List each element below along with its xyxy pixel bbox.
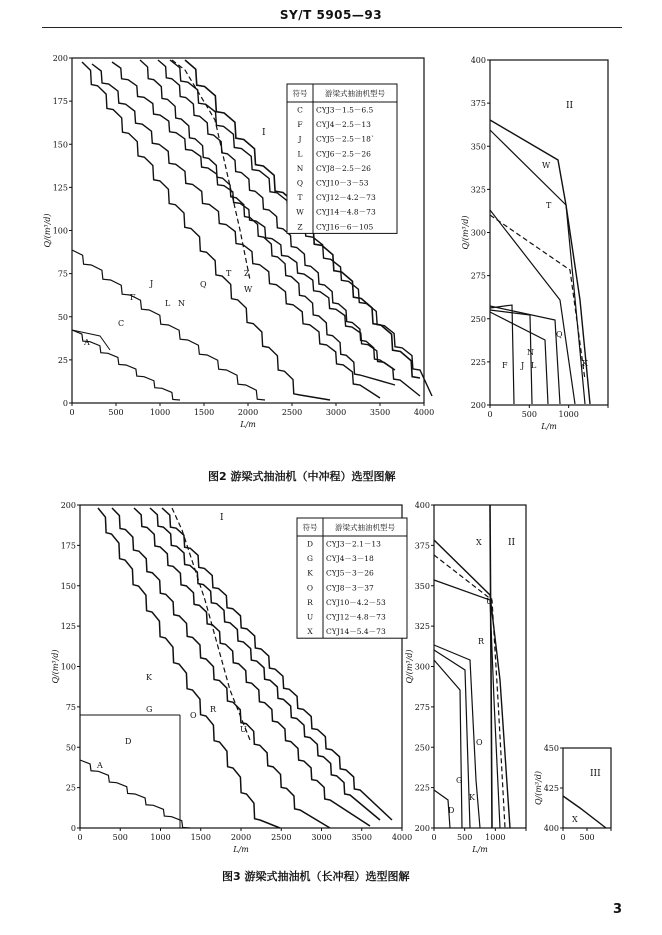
legend-model: CYJ10－4.2－53: [326, 597, 386, 607]
region-label: I: [262, 128, 266, 138]
curve-label: Q: [200, 280, 207, 289]
x-tick-label: 0: [69, 408, 75, 417]
y-tick-label: 0: [70, 824, 76, 833]
y-axis-label: Q/(m³/d): [405, 649, 414, 684]
y-tick-label: 400: [543, 824, 559, 833]
legend-symbol: G: [307, 554, 313, 564]
x-tick-label: 2500: [281, 408, 303, 417]
curve-label: X: [476, 538, 482, 547]
curve-line: [490, 505, 492, 828]
y-tick-label: 100: [52, 226, 68, 236]
curve-label: W: [244, 285, 253, 294]
legend-model: CYJ3－1.5－6.5: [316, 105, 374, 115]
y-tick-label: 300: [414, 662, 430, 672]
y-axis-label: Q/(m³/d): [51, 649, 60, 684]
x-axis-label: L/m: [541, 422, 557, 431]
curve-line: [434, 555, 505, 828]
curve-label: R: [210, 705, 217, 714]
legend-symbol: T: [297, 193, 303, 203]
y-tick-label: 225: [470, 357, 486, 367]
x-tick-label: 4000: [391, 833, 413, 842]
y-tick-label: 150: [60, 581, 76, 591]
region-label: II: [566, 101, 574, 111]
region-label: II: [508, 538, 516, 548]
x-tick-label: 2000: [237, 408, 259, 417]
y-tick-label: 0: [62, 399, 68, 408]
y-tick-label: 300: [470, 228, 486, 238]
legend-symbol: L: [297, 149, 303, 159]
x-axis-label: L/m: [233, 845, 249, 854]
y-tick-label: 50: [57, 312, 68, 322]
curve-label: C: [118, 319, 125, 328]
y-tick-label: 200: [52, 54, 68, 63]
legend-model: CYJ3－2.1－13: [326, 539, 381, 549]
legend-model: CYJ4－2.5－13: [316, 120, 371, 130]
legend-model: CYJ16－6－105: [316, 222, 374, 232]
curve-line: [80, 760, 190, 828]
x-tick-label: 3500: [351, 833, 372, 842]
curve-label: A: [84, 338, 90, 347]
legend-symbol: O: [306, 583, 314, 593]
legend-model: CYJ6－2.5－26: [316, 149, 371, 159]
curve-line: [434, 540, 510, 828]
y-tick-label: 200: [470, 401, 486, 410]
curve-line: [490, 310, 532, 404]
legend-symbol: F: [297, 120, 303, 130]
y-tick-label: 175: [52, 97, 68, 107]
y-tick-label: 325: [414, 622, 430, 632]
curve-label: U: [486, 597, 493, 606]
curve-label: A: [97, 761, 103, 770]
fig2-side-panel: [461, 56, 608, 431]
fig2-legend: [287, 84, 397, 233]
y-tick-label: 375: [470, 99, 486, 109]
x-tick-label: 1000: [558, 410, 579, 419]
curve-line: [490, 210, 575, 404]
legend-model: CYJ12－4.8－73: [326, 612, 386, 622]
legend-model: CYJ10－3－53: [316, 178, 369, 188]
x-tick-label: 4000: [413, 408, 435, 417]
curve-label: K: [582, 359, 588, 368]
fig3-legend: [297, 518, 407, 638]
x-tick-label: 0: [487, 410, 493, 419]
curve-line: [98, 508, 280, 828]
x-tick-label: 500: [112, 833, 128, 842]
curve-line: [72, 250, 265, 400]
fig3-small-panel: [534, 744, 611, 842]
legend-symbol: Q: [296, 178, 304, 188]
x-tick-label: 500: [108, 408, 124, 417]
y-tick-label: 175: [60, 541, 76, 551]
region-label: III: [590, 769, 601, 779]
y-tick-label: 200: [60, 501, 76, 510]
x-tick-label: 0: [431, 833, 437, 842]
legend-header-symbol: 符号: [292, 89, 308, 98]
y-tick-label: 275: [470, 271, 486, 281]
y-tick-label: 250: [414, 743, 430, 753]
y-tick-label: 225: [414, 783, 430, 793]
y-tick-label: 25: [65, 783, 76, 793]
y-tick-label: 350: [414, 581, 430, 591]
curve-line: [434, 580, 500, 828]
y-tick-label: 50: [65, 743, 76, 753]
curve-label: J: [521, 361, 525, 370]
x-tick-label: 1000: [485, 833, 506, 842]
curve-label: D: [125, 737, 132, 746]
legend-model: CYJ4－3－18: [326, 554, 374, 564]
legend-symbol: R: [307, 597, 313, 607]
x-tick-label: 2000: [230, 833, 252, 842]
legend-symbol: D: [306, 539, 314, 549]
y-tick-label: 125: [52, 183, 68, 193]
legend-model: CYJ8－3－37: [326, 583, 374, 593]
curve-label: T: [226, 269, 232, 278]
region-label: I: [220, 513, 224, 523]
y-tick-label: 125: [60, 622, 76, 632]
y-tick-label: 25: [57, 355, 68, 365]
x-tick-label: 1000: [150, 833, 171, 842]
x-tick-label: 3000: [325, 408, 347, 417]
curve-label: W: [542, 161, 551, 170]
curve-label: U: [240, 725, 247, 734]
y-tick-label: 400: [470, 56, 486, 65]
curve-label: L: [165, 299, 171, 308]
x-tick-label: 1000: [149, 408, 171, 417]
legend-symbol: Z: [297, 222, 303, 232]
y-axis-label: Q/(m³/d): [534, 770, 543, 806]
x-tick-label: 500: [579, 833, 595, 842]
x-tick-label: 2500: [271, 833, 292, 842]
curve-line: [563, 796, 606, 828]
x-axis-label: L/m: [472, 845, 488, 854]
y-tick-label: 75: [65, 702, 76, 712]
x-tick-label: 500: [521, 410, 537, 419]
y-tick-label: 275: [414, 702, 430, 712]
legend-model: CYJ12－4.2－73: [316, 193, 376, 203]
y-tick-label: 75: [57, 269, 68, 279]
curve-label: O: [476, 738, 483, 747]
y-axis-label: Q/(m³/d): [43, 213, 52, 248]
y-tick-label: 375: [414, 541, 430, 551]
x-tick-label: 0: [77, 833, 83, 842]
legend-symbol: N: [296, 163, 304, 173]
curve-label: O: [190, 711, 197, 720]
curve-label: X: [572, 815, 578, 824]
legend-model: CYJ5－2.5－18`: [316, 134, 375, 144]
legend-symbol: C: [297, 105, 303, 115]
curve-label: L: [531, 361, 537, 370]
fig3-small-frame: [563, 748, 611, 828]
legend-symbol: W: [296, 207, 304, 217]
curve-line: [490, 306, 560, 404]
curve-label: Z: [244, 269, 250, 278]
legend-model: CYJ14－5.4－73: [326, 627, 386, 637]
document-header: SY/T 5905—93: [279, 8, 383, 22]
y-tick-label: 325: [470, 185, 486, 195]
curve-label: N: [527, 348, 534, 357]
curve-label: T: [546, 201, 552, 210]
x-tick-label: 500: [457, 833, 473, 842]
y-tick-label: 400: [414, 501, 430, 510]
curve-label: J: [150, 279, 154, 288]
curve-label: K: [146, 673, 152, 682]
y-axis-label: Q/(m³/d): [461, 215, 470, 250]
x-tick-label: 0: [560, 833, 566, 842]
legend-symbol: X: [307, 627, 313, 637]
legend-header-model: 游梁式抽油机型号: [335, 523, 395, 532]
curve-label: F: [130, 293, 136, 302]
curve-label: G: [146, 705, 153, 714]
curve-label: R: [478, 637, 485, 646]
x-tick-label: 3500: [369, 408, 391, 417]
figure3-caption: 图3 游梁式抽油机（长冲程）选型图解: [222, 870, 410, 883]
y-tick-label: 150: [52, 140, 68, 150]
curve-label: D: [448, 806, 455, 815]
legend-symbol: K: [307, 568, 313, 578]
figure2-caption: 图2 游梁式抽油机（中冲程）选型图解: [208, 470, 396, 483]
legend-model: CYJ14－4.8－73: [316, 207, 376, 217]
y-tick-label: 200: [414, 824, 430, 833]
legend-symbol: U: [306, 612, 314, 622]
x-tick-label: 1500: [193, 408, 215, 417]
y-tick-label: 350: [470, 142, 486, 152]
legend-model: CYJ8－2.5－26: [316, 163, 371, 173]
curve-label: G: [456, 776, 463, 785]
legend-model: CYJ5－3－26: [326, 568, 374, 578]
curve-label: N: [178, 299, 185, 308]
y-tick-label: 250: [470, 314, 486, 324]
curve-line: [490, 312, 548, 404]
legend-symbol: J: [298, 134, 302, 144]
legend-header-model: 游梁式抽油机型号: [325, 89, 385, 98]
curve-label: F: [502, 361, 508, 370]
x-tick-label: 3000: [311, 833, 332, 842]
x-tick-label: 1500: [190, 833, 211, 842]
curve-line: [434, 650, 470, 828]
curve-label: Q: [556, 330, 563, 339]
y-tick-label: 450: [543, 744, 559, 753]
curve-line: [490, 305, 514, 404]
page-number: 3: [612, 902, 622, 917]
x-axis-label: L/m: [240, 420, 256, 429]
y-tick-label: 100: [60, 662, 76, 672]
fig3-side-panel: [405, 501, 526, 854]
curve-label: K: [469, 793, 475, 802]
legend-header-symbol: 符号: [302, 523, 318, 532]
y-tick-label: 425: [543, 784, 559, 793]
